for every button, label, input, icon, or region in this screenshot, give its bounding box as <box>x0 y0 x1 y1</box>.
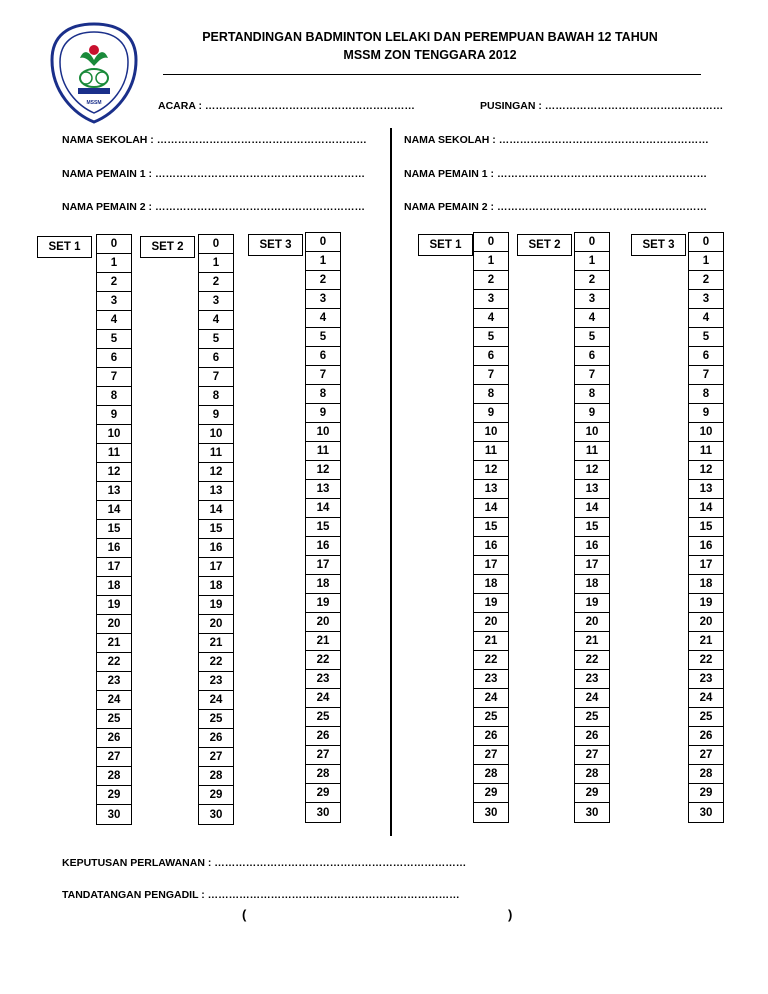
header-rule <box>163 74 701 75</box>
score-cell[interactable]: 20 <box>306 613 340 632</box>
title-line-1: PERTANDINGAN BADMINTON LELAKI DAN PEREMPUAN BAWAH 12 TAHUN <box>202 30 658 44</box>
score-cell[interactable]: 18 <box>199 577 233 596</box>
score-cell[interactable]: 20 <box>689 613 723 632</box>
score-cell[interactable]: 28 <box>689 765 723 784</box>
score-cell[interactable]: 29 <box>474 784 508 803</box>
score-cell[interactable]: 30 <box>585 806 599 819</box>
score-cell[interactable]: 12 <box>474 461 508 480</box>
score-cell[interactable]: 17 <box>575 556 609 575</box>
score-cell[interactable]: 4 <box>199 311 233 330</box>
left-nama-pemain-2[interactable]: NAMA PEMAIN 2 : …………………………………………………… <box>62 201 365 213</box>
score-cell[interactable]: 13 <box>575 480 609 499</box>
score-cell[interactable]: 14 <box>474 499 508 518</box>
score-cell[interactable]: 0 <box>575 233 609 252</box>
score-cell[interactable]: 27 <box>575 746 609 765</box>
score-cell[interactable]: 2 <box>97 273 131 292</box>
score-cell[interactable]: 13 <box>689 480 723 499</box>
score-cell[interactable]: 27 <box>689 746 723 765</box>
score-cell[interactable]: 6 <box>575 347 609 366</box>
score-cell[interactable]: 2 <box>199 273 233 292</box>
left-nama-sekolah[interactable]: NAMA SEKOLAH : …………………………………………………… <box>62 134 367 146</box>
center-divider <box>390 128 392 836</box>
mssm-logo <box>50 22 138 124</box>
score-cell[interactable]: 21 <box>306 632 340 651</box>
score-cell[interactable]: 25 <box>199 710 233 729</box>
score-cell[interactable]: 26 <box>474 727 508 746</box>
score-cell[interactable]: 27 <box>199 748 233 767</box>
score-cell[interactable]: 5 <box>689 328 723 347</box>
score-cell[interactable]: 18 <box>575 575 609 594</box>
score-cell[interactable]: 19 <box>306 594 340 613</box>
score-cell[interactable]: 15 <box>97 520 131 539</box>
right-set-2-score-column <box>574 232 610 823</box>
right-set-2-label: SET 2 <box>517 234 572 256</box>
score-cell[interactable]: 9 <box>97 406 131 425</box>
score-cell[interactable]: 16 <box>474 537 508 556</box>
score-cell[interactable]: 19 <box>575 594 609 613</box>
acara-field[interactable]: ACARA : …………………………………………………… <box>158 100 415 112</box>
score-cell[interactable]: 24 <box>474 689 508 708</box>
score-cell[interactable]: 6 <box>689 347 723 366</box>
score-cell[interactable]: 20 <box>199 615 233 634</box>
score-cell[interactable]: 6 <box>199 349 233 368</box>
score-cell[interactable]: 19 <box>97 596 131 615</box>
score-cell[interactable]: 8 <box>689 385 723 404</box>
right-set-3-score-column <box>688 232 724 823</box>
score-cell[interactable]: 3 <box>199 292 233 311</box>
score-cell[interactable]: 16 <box>689 537 723 556</box>
score-cell[interactable]: 23 <box>306 670 340 689</box>
score-cell[interactable]: 29 <box>97 786 131 805</box>
paren-open: ( <box>242 907 247 922</box>
left-set-2-score-column <box>198 234 234 825</box>
score-cell[interactable]: 11 <box>306 442 340 461</box>
score-cell[interactable]: 3 <box>689 290 723 309</box>
score-cell[interactable]: 19 <box>474 594 508 613</box>
score-cell[interactable]: 11 <box>97 444 131 463</box>
score-cell[interactable]: 14 <box>97 501 131 520</box>
score-cell[interactable]: 1 <box>199 254 233 273</box>
score-cell[interactable]: 18 <box>474 575 508 594</box>
paren-close: ) <box>508 907 513 922</box>
score-cell[interactable]: 20 <box>97 615 131 634</box>
score-cell[interactable]: 11 <box>689 442 723 461</box>
score-cell[interactable]: 26 <box>199 729 233 748</box>
score-cell[interactable]: 14 <box>575 499 609 518</box>
score-cell[interactable]: 11 <box>474 442 508 461</box>
score-cell[interactable]: 24 <box>575 689 609 708</box>
score-cell[interactable]: 4 <box>575 309 609 328</box>
score-cell[interactable]: 16 <box>306 537 340 556</box>
score-cell[interactable]: 10 <box>97 425 131 444</box>
score-cell[interactable]: 23 <box>575 670 609 689</box>
score-cell[interactable]: 6 <box>306 347 340 366</box>
score-cell[interactable]: 5 <box>97 330 131 349</box>
score-cell[interactable]: 24 <box>97 691 131 710</box>
score-cell[interactable]: 16 <box>199 539 233 558</box>
score-cell[interactable]: 14 <box>199 501 233 520</box>
score-cell[interactable]: 15 <box>306 518 340 537</box>
score-cell[interactable]: 15 <box>689 518 723 537</box>
score-cell[interactable]: 16 <box>575 537 609 556</box>
score-cell[interactable]: 17 <box>199 558 233 577</box>
score-cell[interactable]: 14 <box>689 499 723 518</box>
score-cell[interactable]: 19 <box>689 594 723 613</box>
score-cell[interactable]: 1 <box>474 252 508 271</box>
left-set-3-score-column <box>305 232 341 823</box>
score-cell[interactable]: 0 <box>474 233 508 252</box>
score-cell[interactable]: 12 <box>689 461 723 480</box>
score-cell[interactable]: 11 <box>575 442 609 461</box>
score-cell[interactable]: 3 <box>97 292 131 311</box>
score-cell[interactable]: 25 <box>97 710 131 729</box>
score-cell[interactable]: 29 <box>306 784 340 803</box>
score-cell[interactable]: 22 <box>97 653 131 672</box>
score-cell[interactable]: 19 <box>199 596 233 615</box>
score-cell[interactable]: 26 <box>306 727 340 746</box>
score-cell[interactable]: 12 <box>306 461 340 480</box>
score-cell[interactable]: 1 <box>97 254 131 273</box>
score-cell[interactable]: 21 <box>689 632 723 651</box>
score-cell[interactable]: 9 <box>575 404 609 423</box>
score-cell[interactable]: 30 <box>484 806 498 819</box>
score-cell[interactable]: 18 <box>97 577 131 596</box>
score-cell[interactable]: 21 <box>474 632 508 651</box>
left-set-3-label: SET 3 <box>248 234 303 256</box>
left-set-1-score-column <box>96 234 132 825</box>
score-cell[interactable]: 2 <box>306 271 340 290</box>
score-cell[interactable]: 22 <box>689 651 723 670</box>
score-cell[interactable]: 8 <box>199 387 233 406</box>
score-cell[interactable]: 30 <box>316 806 330 819</box>
score-cell[interactable]: 4 <box>689 309 723 328</box>
score-cell[interactable]: 9 <box>689 404 723 423</box>
score-cell[interactable]: 5 <box>474 328 508 347</box>
score-cell[interactable]: 25 <box>474 708 508 727</box>
right-nama-pemain-2[interactable]: NAMA PEMAIN 2 : …………………………………………………… <box>404 201 707 213</box>
score-cell[interactable]: 30 <box>699 806 713 819</box>
svg-text:MSSM: MSSM <box>86 100 102 106</box>
score-cell[interactable]: 30 <box>107 808 121 821</box>
score-cell[interactable]: 30 <box>209 808 223 821</box>
score-cell[interactable]: 20 <box>474 613 508 632</box>
score-cell[interactable]: 5 <box>306 328 340 347</box>
score-cell[interactable]: 26 <box>97 729 131 748</box>
score-cell[interactable]: 24 <box>306 689 340 708</box>
right-nama-pemain-1[interactable]: NAMA PEMAIN 1 : …………………………………………………… <box>404 168 707 180</box>
score-cell[interactable]: 26 <box>689 727 723 746</box>
score-cell[interactable]: 17 <box>306 556 340 575</box>
pusingan-field[interactable]: PUSINGAN : …………………………………………… <box>480 100 724 112</box>
score-cell[interactable]: 4 <box>97 311 131 330</box>
tandatangan-pengadil-field[interactable]: TANDATANGAN PENGADIL : ……………………………………………………………… <box>62 889 460 901</box>
score-cell[interactable]: 25 <box>689 708 723 727</box>
score-cell[interactable]: 5 <box>199 330 233 349</box>
score-cell[interactable]: 13 <box>306 480 340 499</box>
score-cell[interactable]: 5 <box>575 328 609 347</box>
score-cell[interactable]: 28 <box>474 765 508 784</box>
score-cell[interactable]: 14 <box>306 499 340 518</box>
score-cell[interactable]: 22 <box>199 653 233 672</box>
score-cell[interactable]: 22 <box>306 651 340 670</box>
score-cell[interactable]: 29 <box>575 784 609 803</box>
score-cell[interactable]: 9 <box>199 406 233 425</box>
score-cell[interactable]: 23 <box>689 670 723 689</box>
score-cell[interactable]: 8 <box>474 385 508 404</box>
score-cell[interactable]: 1 <box>689 252 723 271</box>
score-cell[interactable]: 8 <box>97 387 131 406</box>
left-set-1-label: SET 1 <box>37 236 92 258</box>
score-cell[interactable]: 3 <box>474 290 508 309</box>
right-nama-sekolah[interactable]: NAMA SEKOLAH : …………………………………………………… <box>404 134 709 146</box>
score-cell[interactable]: 25 <box>575 708 609 727</box>
score-cell[interactable]: 27 <box>306 746 340 765</box>
score-cell[interactable]: 7 <box>474 366 508 385</box>
score-cell[interactable]: 28 <box>306 765 340 784</box>
score-cell[interactable]: 3 <box>575 290 609 309</box>
score-cell[interactable]: 26 <box>575 727 609 746</box>
score-cell[interactable]: 24 <box>199 691 233 710</box>
score-cell[interactable]: 6 <box>474 347 508 366</box>
score-cell[interactable]: 21 <box>575 632 609 651</box>
score-cell[interactable]: 20 <box>575 613 609 632</box>
score-cell[interactable]: 9 <box>306 404 340 423</box>
score-cell[interactable]: 22 <box>575 651 609 670</box>
score-cell[interactable]: 6 <box>97 349 131 368</box>
score-cell[interactable]: 7 <box>306 366 340 385</box>
score-cell[interactable]: 27 <box>474 746 508 765</box>
score-cell[interactable]: 12 <box>97 463 131 482</box>
score-cell[interactable]: 24 <box>689 689 723 708</box>
score-cell[interactable]: 22 <box>474 651 508 670</box>
score-cell[interactable]: 17 <box>97 558 131 577</box>
score-cell[interactable]: 7 <box>689 366 723 385</box>
score-cell[interactable]: 10 <box>575 423 609 442</box>
score-cell[interactable]: 8 <box>306 385 340 404</box>
score-cell[interactable]: 10 <box>474 423 508 442</box>
right-set-1-label: SET 1 <box>418 234 473 256</box>
score-cell[interactable]: 28 <box>575 765 609 784</box>
score-cell[interactable]: 23 <box>474 670 508 689</box>
score-cell[interactable]: 27 <box>97 748 131 767</box>
score-cell[interactable]: 25 <box>306 708 340 727</box>
score-cell[interactable]: 0 <box>306 233 340 252</box>
score-cell[interactable]: 7 <box>575 366 609 385</box>
score-cell[interactable]: 23 <box>199 672 233 691</box>
score-cell[interactable]: 15 <box>575 518 609 537</box>
score-cell[interactable]: 21 <box>199 634 233 653</box>
score-cell[interactable]: 13 <box>97 482 131 501</box>
score-cell[interactable]: 17 <box>689 556 723 575</box>
right-set-3-label: SET 3 <box>631 234 686 256</box>
score-cell[interactable]: 4 <box>306 309 340 328</box>
score-cell[interactable]: 2 <box>474 271 508 290</box>
score-cell[interactable]: 11 <box>199 444 233 463</box>
left-nama-pemain-1[interactable]: NAMA PEMAIN 1 : …………………………………………………… <box>62 168 365 180</box>
score-cell[interactable]: 9 <box>474 404 508 423</box>
score-cell[interactable]: 28 <box>97 767 131 786</box>
score-cell[interactable]: 17 <box>474 556 508 575</box>
score-cell[interactable]: 23 <box>97 672 131 691</box>
score-cell[interactable]: 2 <box>575 271 609 290</box>
score-cell[interactable]: 16 <box>97 539 131 558</box>
score-cell[interactable]: 1 <box>575 252 609 271</box>
score-cell[interactable]: 13 <box>474 480 508 499</box>
score-cell[interactable]: 12 <box>199 463 233 482</box>
score-cell[interactable]: 10 <box>689 423 723 442</box>
score-cell[interactable]: 0 <box>199 235 233 254</box>
score-cell[interactable]: 12 <box>575 461 609 480</box>
score-cell[interactable]: 29 <box>689 784 723 803</box>
score-cell[interactable]: 21 <box>97 634 131 653</box>
score-cell[interactable]: 10 <box>199 425 233 444</box>
score-cell[interactable]: 10 <box>306 423 340 442</box>
score-cell[interactable]: 0 <box>689 233 723 252</box>
keputusan-perlawanan-field[interactable]: KEPUTUSAN PERLAWANAN : ……………………………………………………………… <box>62 857 467 869</box>
title-line-2: MSSM ZON TENGGARA 2012 <box>343 48 517 62</box>
score-cell[interactable]: 2 <box>689 271 723 290</box>
left-set-2-label: SET 2 <box>140 236 195 258</box>
score-cell[interactable]: 15 <box>474 518 508 537</box>
score-cell[interactable]: 8 <box>575 385 609 404</box>
score-cell[interactable]: 4 <box>474 309 508 328</box>
score-cell[interactable]: 1 <box>306 252 340 271</box>
score-cell[interactable]: 7 <box>199 368 233 387</box>
score-cell[interactable]: 18 <box>689 575 723 594</box>
score-cell[interactable]: 29 <box>199 786 233 805</box>
score-cell[interactable]: 7 <box>97 368 131 387</box>
score-cell[interactable]: 13 <box>199 482 233 501</box>
score-cell[interactable]: 0 <box>97 235 131 254</box>
score-cell[interactable]: 18 <box>306 575 340 594</box>
right-set-1-score-column <box>473 232 509 823</box>
score-cell[interactable]: 28 <box>199 767 233 786</box>
score-cell[interactable]: 15 <box>199 520 233 539</box>
score-cell[interactable]: 3 <box>306 290 340 309</box>
